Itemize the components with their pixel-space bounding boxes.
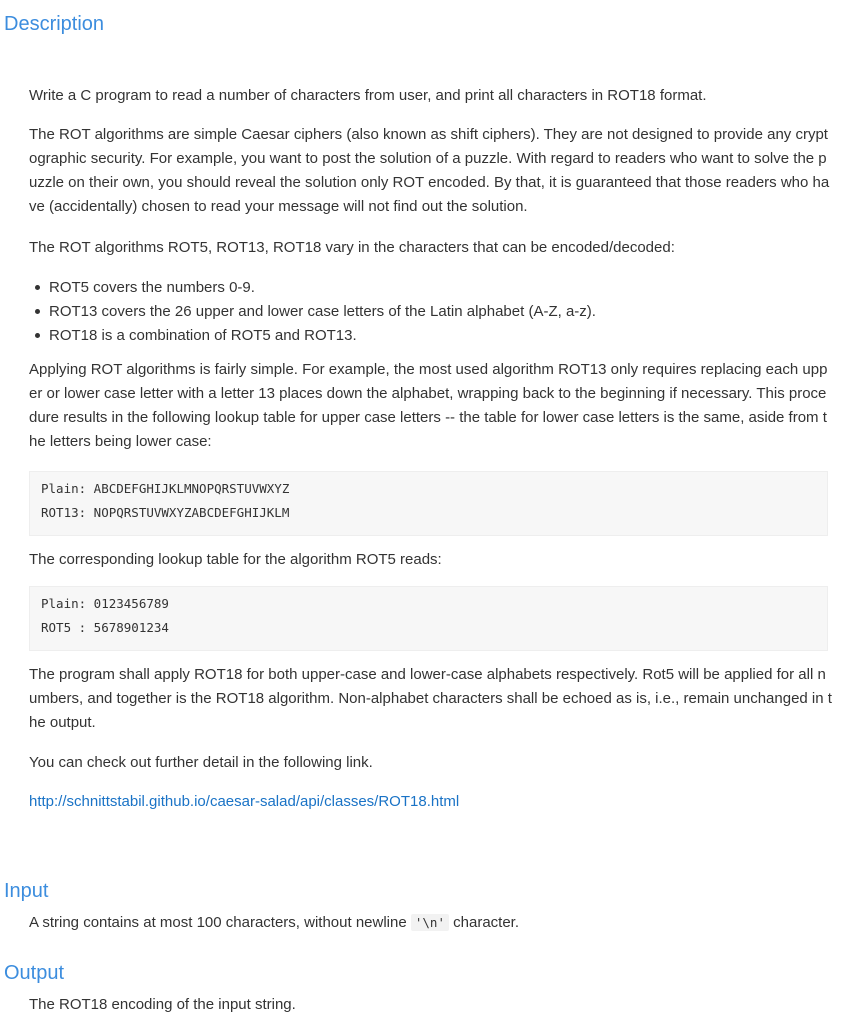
output-description: The ROT18 encoding of the input string. bbox=[29, 996, 296, 1013]
code-line: Plain: 0123456789 bbox=[41, 596, 169, 611]
code-line: Plain: ABCDEFGHIJKLMNOPQRSTUVWXYZ bbox=[41, 481, 290, 496]
rot5-lookup-table bbox=[29, 586, 828, 651]
input-text-before: A string contains at most 100 characters, without newline bbox=[29, 914, 411, 931]
intro-paragraph: Write a C program to read a number of characters from user, and print all characters in ROT18 format. bbox=[29, 87, 707, 104]
description-heading: Description bbox=[4, 13, 105, 35]
further-detail-paragraph: You can check out further detail in the following link. bbox=[29, 754, 373, 771]
reference-link-paragraph bbox=[29, 790, 834, 814]
output-heading: Output bbox=[4, 962, 65, 984]
rot18-rule-paragraph: The program shall apply ROT18 for both upper-case and lower-case alphabets respectively. Rot5 will be applied for all numbers, and together is the ROT18 algorithm. Non-alphabet characters shall be echoed as is, i.e., remain unchanged in the output. bbox=[29, 666, 832, 731]
list-item bbox=[29, 300, 834, 324]
input-description bbox=[29, 911, 834, 935]
rot-variants-paragraph: The ROT algorithms ROT5, ROT13, ROT18 vary in the characters that can be encoded/decoded: bbox=[29, 239, 675, 256]
rot5-intro-paragraph: The corresponding lookup table for the algorithm ROT5 reads: bbox=[29, 551, 442, 568]
rot18-reference-link[interactable]: http://schnittstabil.github.io/caesar-salad/api/classes/ROT18.html bbox=[29, 793, 460, 810]
input-heading: Input bbox=[4, 880, 49, 902]
rot13-explanation-paragraph: Applying ROT algorithms is fairly simple. For example, the most used algorithm ROT13 only requires replacing each upper or lower case letter with a letter 13 places down the alphabet, wrapping back to the beginning if necessary. This procedure results in the following lookup table for upper case letters -- the table for lower case letters is the same, aside from the letters being lower case: bbox=[29, 361, 828, 450]
list-item bbox=[29, 276, 834, 300]
newline-code: '\n' bbox=[411, 914, 449, 931]
input-text-after: character. bbox=[448, 914, 520, 931]
bullet-icon bbox=[35, 309, 40, 314]
rot13-lookup-table bbox=[29, 471, 828, 536]
bullet-icon bbox=[35, 333, 40, 338]
rot-overview-paragraph: The ROT algorithms are simple Caesar ciphers (also known as shift ciphers). They are not designed to provide any cryptographic security. For example, you want to post the solution of a puzzle. With regard to readers who want to solve the puzzle on their own, you should reveal the solution only ROT encoded. By that, it is guaranteed that those readers who have (accidentally) chosen to read your message will not find out the solution. bbox=[29, 126, 830, 215]
code-line: ROT13: NOPQRSTUVWXYZABCDEFGHIJKLM bbox=[41, 505, 290, 520]
list-item bbox=[29, 324, 834, 348]
list-item-text: ROT5 covers the numbers 0-9. bbox=[49, 279, 255, 296]
code-line: ROT5 : 5678901234 bbox=[41, 620, 169, 635]
list-item-text: ROT13 covers the 26 upper and lower case letters of the Latin alphabet (A-Z, a-z). bbox=[49, 303, 596, 320]
bullet-icon bbox=[35, 285, 40, 290]
list-item-text: ROT18 is a combination of ROT5 and ROT13. bbox=[49, 327, 357, 344]
rot-variants-list bbox=[29, 276, 834, 348]
